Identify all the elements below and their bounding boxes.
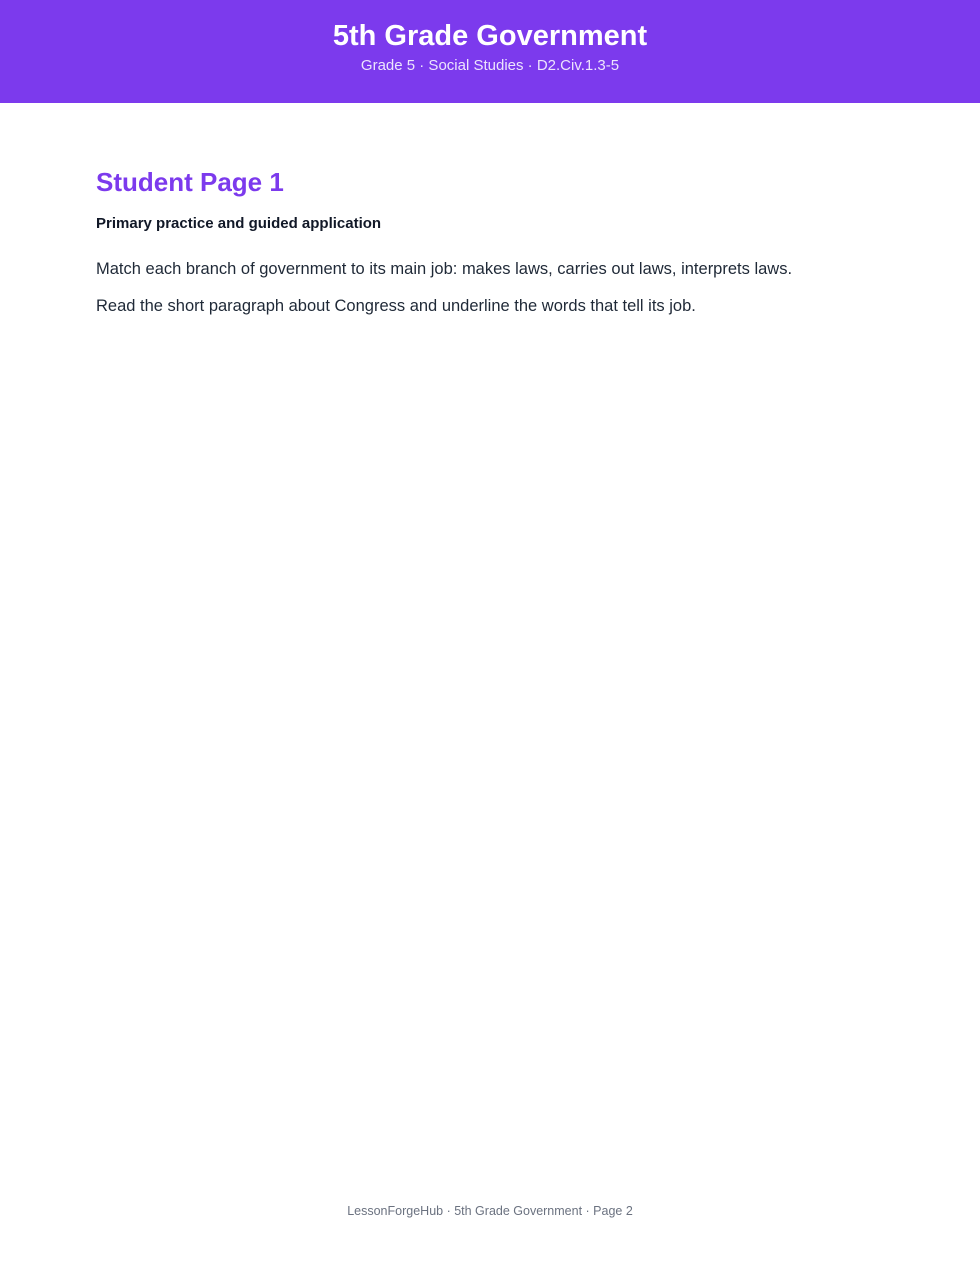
page-footer: LessonForgeHub · 5th Grade Government · Page 2 <box>347 1204 633 1218</box>
instruction-paragraph: Read the short paragraph about Congress and underline the words that tell its job. <box>96 297 696 315</box>
instruction-paragraph: Match each branch of government to its main job: makes laws, carries out laws, interprets laws. <box>96 260 793 278</box>
document-subtitle: Grade 5 · Social Studies · D2.Civ.1.3-5 <box>360 57 620 74</box>
section-heading: Student Page 1 <box>96 167 284 197</box>
document-title: 5th Grade Government <box>332 20 648 52</box>
section-subheading: Primary practice and guided application <box>96 215 382 232</box>
header-banner <box>0 0 980 103</box>
main-content <box>96 166 896 317</box>
